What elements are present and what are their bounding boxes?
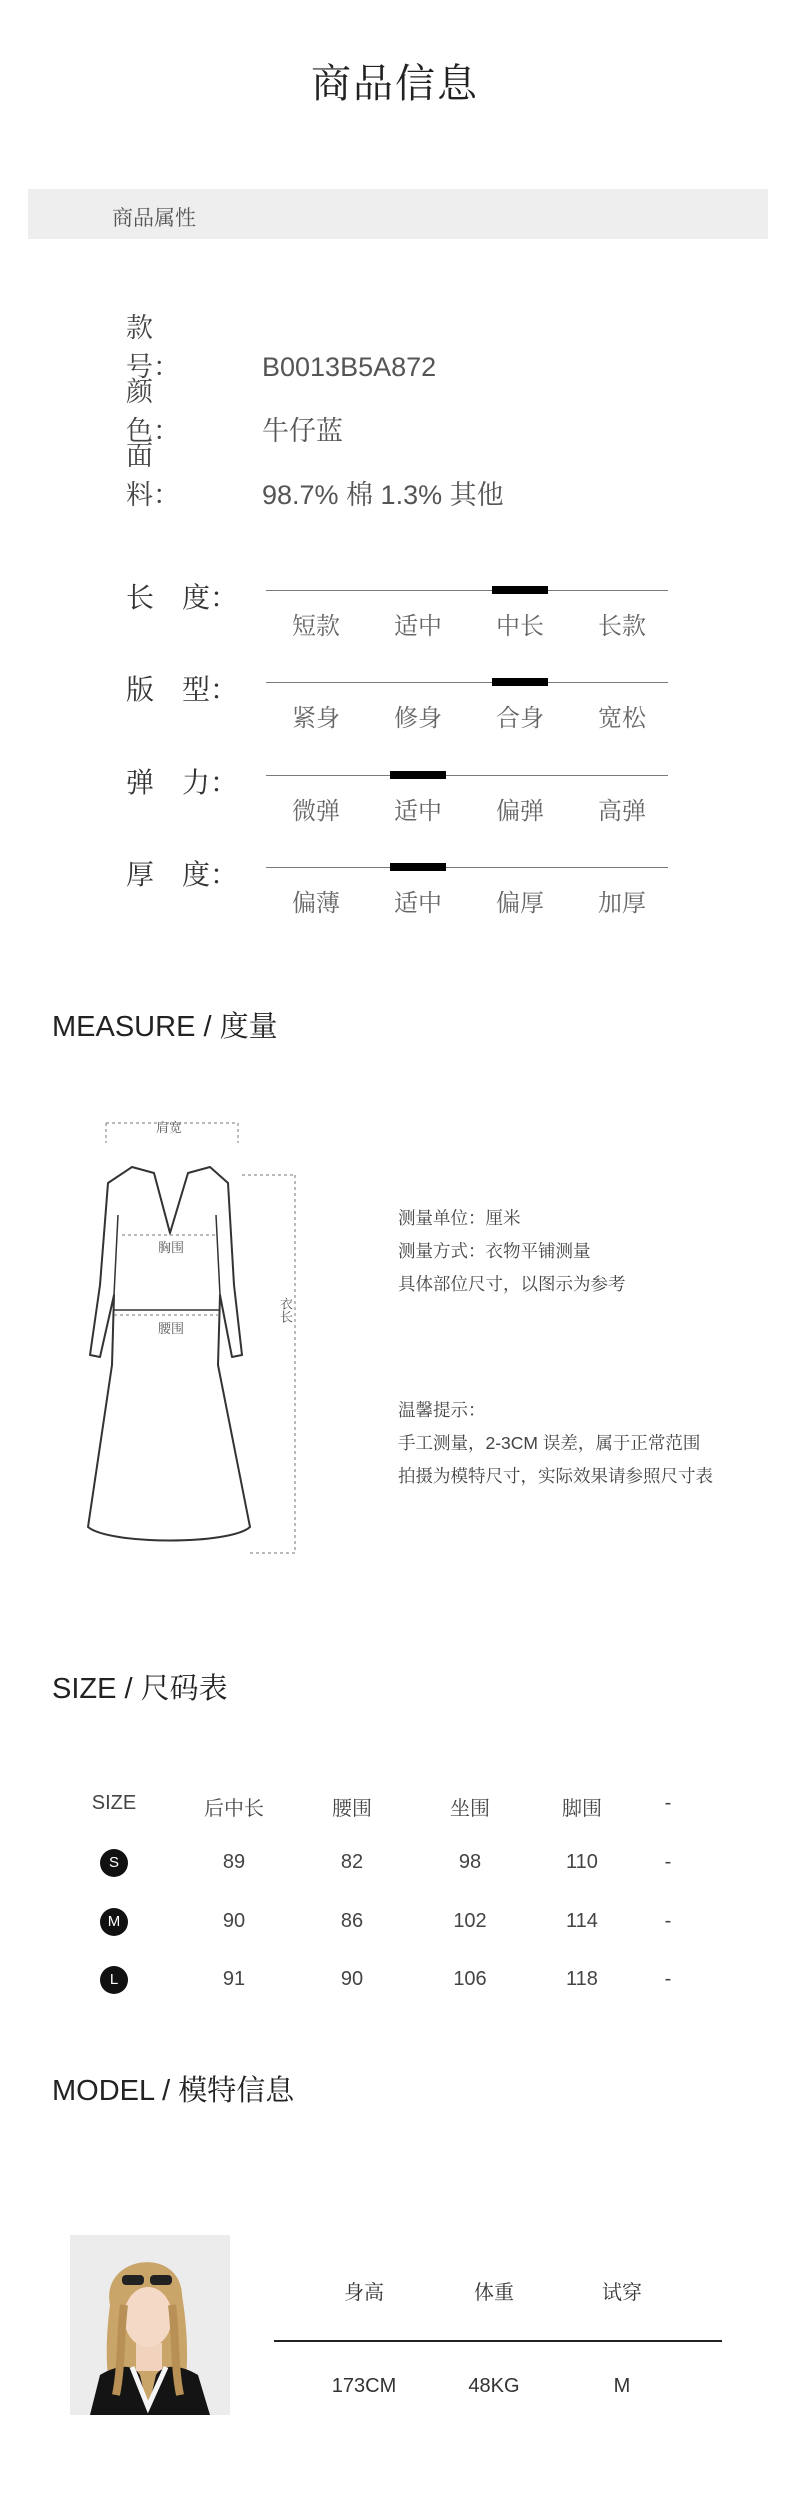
scale-option: 中长 <box>496 613 544 640</box>
size-table-cell: 89 <box>222 1851 246 1873</box>
scale-option: 偏弹 <box>496 798 544 825</box>
model-value-fit: M <box>613 2375 631 2397</box>
size-table-header: 坐围 <box>450 1798 490 1820</box>
size-table-header: 后中长 <box>204 1798 264 1820</box>
length-label: 衣长 <box>278 1297 293 1323</box>
size-table-header: 脚围 <box>562 1798 602 1820</box>
info-label: 颜 色： <box>126 377 180 446</box>
scale-label: 厚 度： <box>126 859 239 890</box>
size-table-cell: 118 <box>566 1968 598 1990</box>
model-header-fit: 试穿 <box>602 2282 642 2304</box>
waist-label: 腰围 <box>158 1321 185 1336</box>
scale-option: 偏薄 <box>292 890 340 917</box>
measure-heading: MEASURE / 度量 <box>52 1011 278 1043</box>
scale-line <box>266 590 668 591</box>
size-table-cell: 86 <box>340 1910 364 1932</box>
scale-option: 合身 <box>496 705 544 732</box>
size-table-header: - <box>664 1792 672 1814</box>
size-table-cell: - <box>664 1851 672 1873</box>
scale-option: 短款 <box>292 613 340 640</box>
dress-measure-diagram <box>70 1105 320 1565</box>
scale-label: 长 度： <box>126 582 239 613</box>
size-table-header: 腰围 <box>332 1798 372 1820</box>
info-row-fabric <box>126 434 504 512</box>
scale-option: 偏厚 <box>496 890 544 917</box>
model-header-height: 身高 <box>344 2282 384 2304</box>
model-table-divider <box>274 2340 722 2342</box>
attributes-bar <box>28 189 768 239</box>
info-value: 98.7% 棉 1.3% 其他 <box>262 480 504 510</box>
size-table-cell: - <box>664 1968 672 1990</box>
info-label: 款 号： <box>126 313 180 382</box>
size-table-cell: 91 <box>222 1968 246 1990</box>
scale-option: 修身 <box>394 705 442 732</box>
model-header-weight: 体重 <box>474 2282 514 2304</box>
shoulder-label: 肩宽 <box>156 1120 183 1135</box>
scale-line <box>266 867 668 868</box>
info-value: B0013B5A872 <box>262 352 437 382</box>
size-table-cell: 90 <box>222 1910 246 1932</box>
model-photo <box>70 2235 230 2415</box>
size-table-header: SIZE <box>91 1792 137 1814</box>
scale-option: 高弹 <box>598 798 646 825</box>
scale-line <box>266 682 668 683</box>
size-table-cell: 102 <box>453 1910 487 1932</box>
model-value-height: 173CM <box>331 2375 397 2397</box>
measure-note-unit: 测量单位：厘米 <box>398 1208 521 1228</box>
scale-option: 加厚 <box>598 890 646 917</box>
scale-option: 宽松 <box>598 705 646 732</box>
measure-tip-error: 手工测量，2-3CM 误差，属于正常范围 <box>398 1433 701 1453</box>
size-table-cell: 106 <box>453 1968 487 1990</box>
measure-note-method: 测量方式：衣物平铺测量 <box>398 1241 591 1261</box>
scale-option: 适中 <box>394 890 442 917</box>
scale-option: 适中 <box>394 798 442 825</box>
scale-selected-marker <box>492 586 548 594</box>
size-table-cell: 114 <box>566 1910 598 1932</box>
scale-selected-marker <box>390 771 446 779</box>
scale-option: 长款 <box>598 613 646 640</box>
scale-label: 版 型： <box>126 674 239 705</box>
size-table-cell: 110 <box>566 1851 598 1873</box>
chest-label: 胸围 <box>158 1240 185 1255</box>
scale-selected-marker <box>492 678 548 686</box>
scale-option: 紧身 <box>292 705 340 732</box>
scale-selected-marker <box>390 863 446 871</box>
size-heading: SIZE / 尺码表 <box>52 1673 228 1705</box>
measure-tip-model: 拍摄为模特尺寸，实际效果请参照尺寸表 <box>398 1466 713 1486</box>
info-label: 面 料： <box>126 441 180 510</box>
scale-option: 适中 <box>394 613 442 640</box>
size-table-cell: - <box>664 1910 672 1932</box>
attributes-bar-label: 商品属性 <box>112 207 196 230</box>
size-table-cell: 98 <box>458 1851 482 1873</box>
size-table-cell: 90 <box>340 1968 364 1990</box>
size-badge: M <box>100 1908 128 1936</box>
info-value: 牛仔蓝 <box>262 416 343 446</box>
size-table-cell: 82 <box>340 1851 364 1873</box>
model-value-weight: 48KG <box>468 2375 520 2397</box>
scale-line <box>266 775 668 776</box>
measure-note-reference: 具体部位尺寸，以图示为参考 <box>398 1274 626 1294</box>
page-title: 商品信息 <box>311 62 479 106</box>
size-badge: S <box>100 1849 128 1877</box>
scale-option: 微弹 <box>292 798 340 825</box>
scale-label: 弹 力： <box>126 767 239 798</box>
size-badge: L <box>100 1966 128 1994</box>
model-heading: MODEL / 模特信息 <box>52 2075 295 2107</box>
measure-tip-title: 温馨提示： <box>398 1400 486 1420</box>
